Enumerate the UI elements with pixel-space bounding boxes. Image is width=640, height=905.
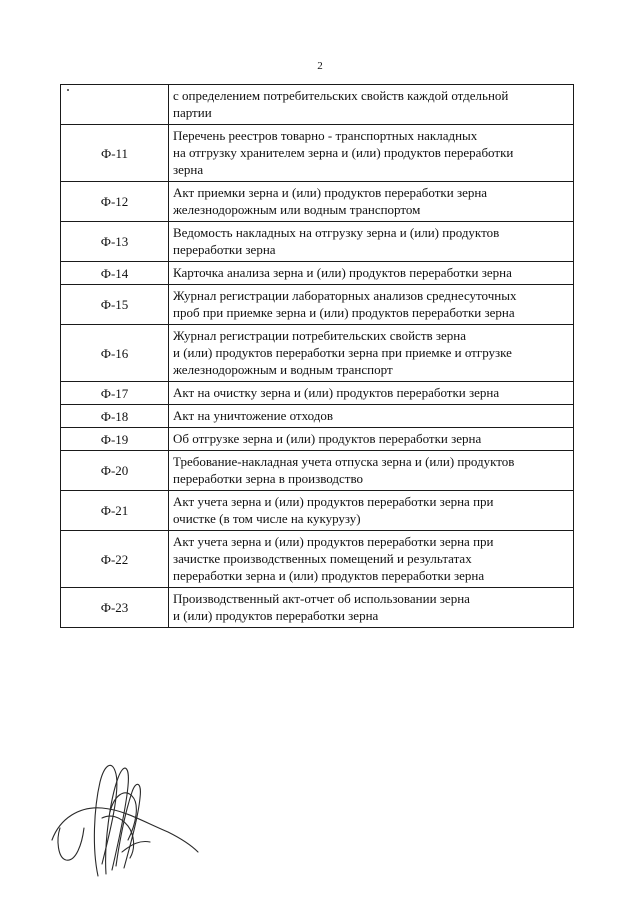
table-row	[61, 588, 574, 628]
form-code-cell: Ф-11	[61, 125, 169, 182]
form-description-cell	[169, 262, 574, 285]
table-row	[61, 451, 574, 491]
form-code-cell	[61, 85, 169, 125]
form-code-cell: Ф-13	[61, 222, 169, 262]
description-line: Журнал регистрации потребительских свойств зерна	[173, 328, 467, 343]
description-line: Производственный акт-отчет об использовании зерна	[173, 591, 470, 606]
forms-table-body	[61, 85, 574, 628]
description-line: и (или) продуктов переработки зерна	[173, 608, 379, 623]
table-row	[61, 531, 574, 588]
form-code-cell: Ф-21	[61, 491, 169, 531]
form-code-cell: Ф-14	[61, 262, 169, 285]
description-line: Акт учета зерна и (или) продуктов переработки зерна при	[173, 534, 494, 549]
description-line: Требование-накладная учета отпуска зерна и (или) продуктов	[173, 454, 515, 469]
description-line: на отгрузку хранителем зерна и (или) продуктов переработки	[173, 145, 514, 160]
description-line: переработки зерна в производство	[173, 471, 364, 486]
description-line: зерна	[173, 162, 204, 177]
form-description-cell	[169, 382, 574, 405]
form-code-cell: Ф-12	[61, 182, 169, 222]
form-description-cell	[169, 325, 574, 382]
form-description-cell	[169, 285, 574, 325]
form-code-cell: Ф-15	[61, 285, 169, 325]
description-line: Об отгрузке зерна и (или) продуктов переработки зерна	[173, 431, 482, 446]
form-code-cell: Ф-22	[61, 531, 169, 588]
table-row	[61, 491, 574, 531]
page-number: 2	[317, 60, 323, 72]
form-description-cell	[169, 491, 574, 531]
table-row	[61, 325, 574, 382]
form-description-cell	[169, 531, 574, 588]
description-line: Перечень реестров товарно - транспортных накладных	[173, 128, 478, 143]
description-line: и (или) продуктов переработки зерна при приемке и отгрузке	[173, 345, 512, 360]
table-row	[61, 85, 574, 125]
form-code-cell: Ф-19	[61, 428, 169, 451]
form-description-cell	[169, 125, 574, 182]
table-row	[61, 405, 574, 428]
description-line: железнодорожным или водным транспортом	[173, 202, 421, 217]
table-row	[61, 262, 574, 285]
description-line: очистке (в том числе на кукурузу)	[173, 511, 361, 526]
form-code-cell: Ф-23	[61, 588, 169, 628]
description-line: с определением потребительских свойств каждой отдельной	[173, 88, 509, 103]
description-line: Акт приемки зерна и (или) продуктов переработки зерна	[173, 185, 488, 200]
description-line: Акт на очистку зерна и (или) продуктов переработки зерна	[173, 385, 500, 400]
signature-image	[40, 748, 200, 888]
form-description-cell	[169, 85, 574, 125]
form-description-cell	[169, 182, 574, 222]
description-line: Карточка анализа зерна и (или) продуктов переработки зерна	[173, 265, 512, 280]
form-description-cell	[169, 405, 574, 428]
description-line: переработки зерна	[173, 242, 276, 257]
description-line: проб при приемке зерна и (или) продуктов переработки зерна	[173, 305, 515, 320]
form-description-cell	[169, 222, 574, 262]
description-line: Ведомость накладных на отгрузку зерна и (или) продуктов	[173, 225, 500, 240]
form-description-cell	[169, 588, 574, 628]
forms-table	[60, 84, 574, 628]
description-line: переработки зерна и (или) продуктов переработки зерна	[173, 568, 485, 583]
description-line: Акт на уничтожение отходов	[173, 408, 333, 423]
description-line: Журнал регистрации лабораторных анализов среднесуточных	[173, 288, 517, 303]
form-description-cell	[169, 428, 574, 451]
table-row	[61, 222, 574, 262]
table-row	[61, 125, 574, 182]
description-line: железнодорожным и водным транспорт	[173, 362, 393, 377]
table-row	[61, 285, 574, 325]
description-line: партии	[173, 105, 212, 120]
table-row	[61, 428, 574, 451]
form-code-cell: Ф-16	[61, 325, 169, 382]
table-row	[61, 182, 574, 222]
description-line: зачистке производственных помещений и результатах	[173, 551, 472, 566]
form-code-cell: Ф-20	[61, 451, 169, 491]
form-description-cell	[169, 451, 574, 491]
description-line: Акт учета зерна и (или) продуктов переработки зерна при	[173, 494, 494, 509]
form-code-cell: Ф-18	[61, 405, 169, 428]
form-code-cell: Ф-17	[61, 382, 169, 405]
table-row	[61, 382, 574, 405]
